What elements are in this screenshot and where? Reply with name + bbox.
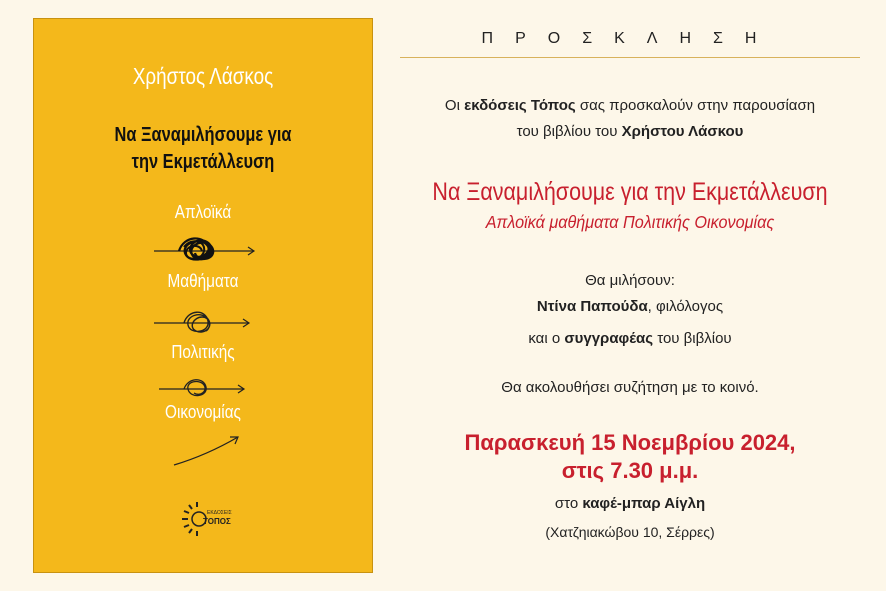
intro-text: του βιβλίου του	[516, 123, 622, 140]
speaker-2-text: του βιβλίου	[653, 330, 732, 347]
arrow-icon	[34, 429, 372, 469]
cover-word-3: Πολιτικής	[171, 342, 235, 362]
event-time: στις 7.30 μ.μ.	[561, 458, 699, 483]
cover-title-line-2: την Εκμετάλλευση	[131, 151, 275, 173]
book-cover	[33, 18, 373, 573]
logo-small-text: ΕΚΔΟΣΕΙΣ	[207, 510, 232, 516]
intro-text: σας προσκαλούν στην παρουσίαση	[575, 97, 816, 114]
speaker-1	[400, 298, 860, 315]
speakers-label: Θα μιλήσουν:	[585, 272, 675, 289]
cover-word-1: Απλοϊκά	[174, 202, 232, 222]
heading-divider	[400, 57, 860, 58]
publisher-logo	[179, 499, 239, 541]
book-title: Να Ξαναμιλήσουμε για την Εκμετάλλευση	[432, 178, 828, 206]
scribble-icon-3	[34, 369, 372, 405]
intro-line-2	[400, 123, 860, 140]
scribble-icon-1	[34, 229, 372, 269]
speaker-1-name: Ντίνα Παπούδα	[536, 298, 648, 315]
cover-title-line-1: Να Ξαναμιλήσουμε για	[114, 124, 292, 146]
publisher-name: εκδόσεις Τόπος	[464, 97, 576, 114]
speaker-2-text: και ο	[528, 330, 565, 347]
invitation-heading: ΠΡΟΣΚΛΗΣΗ	[481, 30, 779, 47]
speaker-1-role: , φιλόλογος	[647, 298, 724, 315]
cover-word-2: Μαθήματα	[167, 271, 239, 291]
intro-line-1	[400, 97, 860, 114]
book-subtitle: Απλοϊκά μαθήματα Πολιτικής Οικονομίας	[485, 212, 775, 232]
scribble-icon-2	[34, 301, 372, 341]
venue-name: καφέ-μπαρ Αίγλη	[582, 495, 706, 512]
invitation-panel	[400, 0, 886, 591]
event-address: (Χατζηιακώβου 10, Σέρρες)	[545, 524, 715, 540]
logo-text: ΤΟΠΟΣ	[203, 517, 231, 526]
cover-word-4: Οικονομίας	[165, 402, 241, 422]
intro-text: Οι	[444, 97, 465, 114]
cover-author: Χρήστος Λάσκος	[132, 63, 274, 89]
event-date: Παρασκευή 15 Νοεμβρίου 2024,	[464, 430, 796, 455]
speaker-2	[400, 330, 860, 347]
author-name: Χρήστου Λάσκου	[621, 123, 744, 140]
event-venue	[400, 495, 860, 512]
discussion-note: Θα ακολουθήσει συζήτηση με το κοινό.	[501, 379, 759, 396]
venue-text: στο	[554, 495, 583, 512]
speaker-2-author: συγγραφέας	[564, 330, 654, 347]
